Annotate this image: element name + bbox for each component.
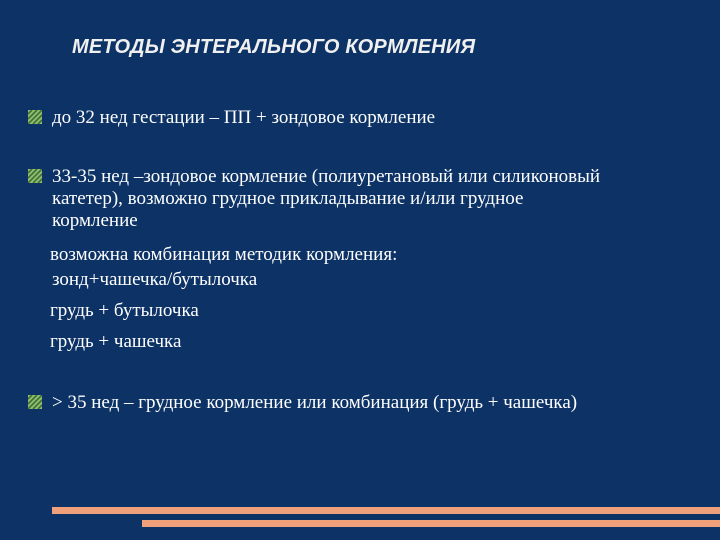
decorative-bar-bottom xyxy=(142,520,720,527)
striped-square-bullet-icon xyxy=(28,395,42,409)
bullet-text: > 35 нед – грудное кормление или комбинация (грудь + чашечка) xyxy=(52,392,578,413)
striped-square-bullet-icon xyxy=(28,110,42,124)
decorative-bar-top xyxy=(52,507,720,514)
sub-line: грудь + бутылочка xyxy=(50,300,199,321)
bullet-text: 33-35 нед –зондовое кормление (полиуретановый или силиконовый катетер), возможно грудное прикладывание и/или грудное кормление xyxy=(52,166,601,231)
sub-line: возможна комбинация методик кормления: xyxy=(50,244,398,265)
sub-line: зонд+чашечка/бутылочка xyxy=(52,269,258,290)
bullet-item xyxy=(28,166,603,232)
striped-square-bullet-icon xyxy=(28,169,42,183)
slide-title: МЕТОДЫ ЭНТЕРАЛЬНОГО КОРМЛЕНИЯ xyxy=(72,36,476,58)
sub-line: грудь + чашечка xyxy=(50,331,182,352)
bullet-item xyxy=(28,107,628,129)
bullet-item xyxy=(28,392,588,414)
bullet-text: до 32 нед гестации – ПП + зондовое кормление xyxy=(52,107,436,128)
